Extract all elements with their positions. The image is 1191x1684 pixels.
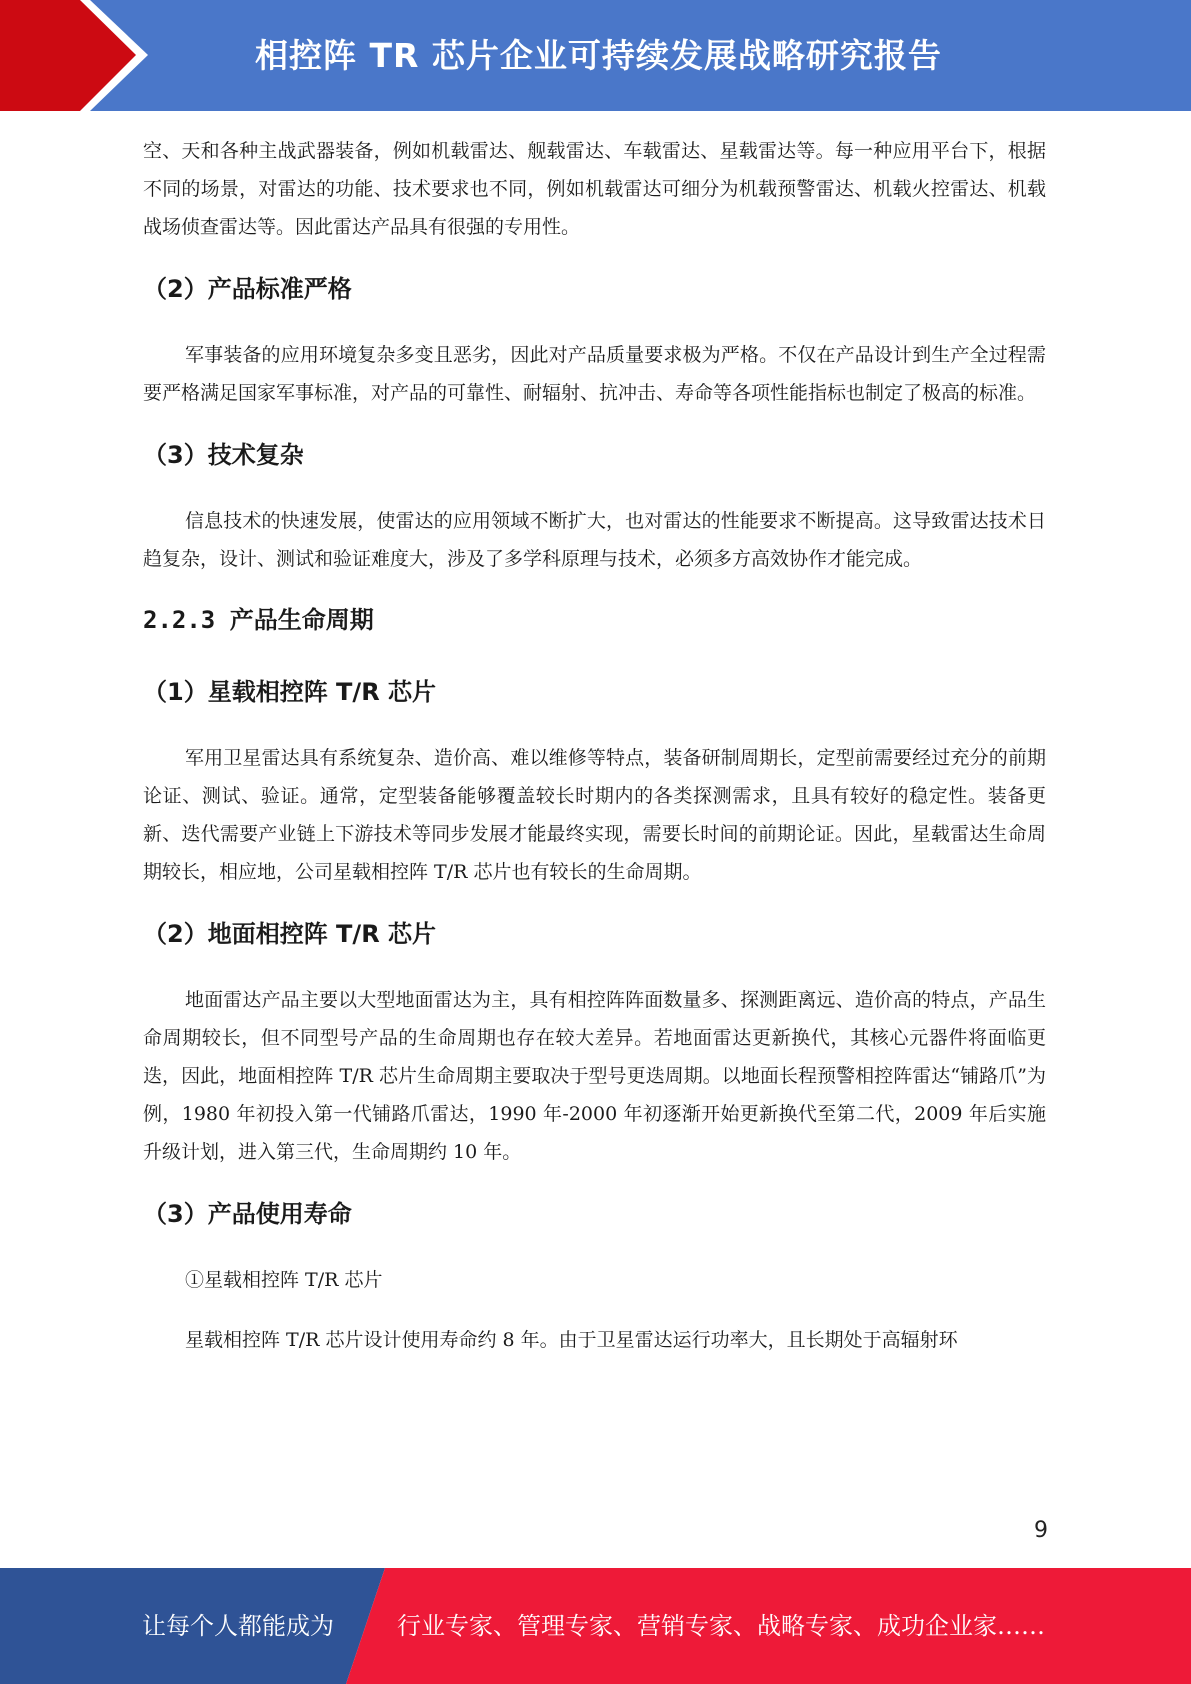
heading-technical-complexity: （3）技术复杂 bbox=[143, 441, 304, 469]
footer-slogan-left: 让每个人都能成为 bbox=[142, 1612, 334, 1640]
paragraph-standards: 军事装备的应用环境复杂多变且恶劣，因此对产品质量要求极为严格。不仅在产品设计到生产全过程需要严格满足国家军事标准，对产品的可靠性、耐辐射、抗冲击、寿命等各项性能指标也制定了极高的标准。 bbox=[143, 344, 1046, 404]
paragraph-ground-lifecycle: 地面雷达产品主要以大型地面雷达为主，具有相控阵阵面数量多、探测距离远、造价高的特点，产品生命周期较长，但不同型号产品的生命周期也存在较大差异。若地面雷达更新换代，其核心元器件将面临更迭，因此，地面相控阵 T/R 芯片生命周期主要取决于型号更迭周期。以地面长程预警相控阵雷达“铺路爪”为例，1980 年初投入第一代铺路爪雷达，1990 年-2000 年初逐渐开始更新换代至第二代，2009 年后实施升级计划，进入第三代，生命周期约 10 年。 bbox=[143, 989, 1046, 1163]
header-title: 相控阵 TR 芯片企业可持续发展战略研究报告 bbox=[255, 36, 942, 75]
heading-product-standards: （2）产品标准严格 bbox=[143, 275, 352, 303]
paragraph-technology: 信息技术的快速发展，使雷达的应用领域不断扩大，也对雷达的性能要求不断提高。这导致雷达技术日趋复杂，设计、测试和验证难度大，涉及了多学科原理与技术，必须多方高效协作才能完成。 bbox=[143, 510, 1046, 570]
paragraph-platforms: 空、天和各种主战武器装备，例如机载雷达、舰载雷达、车载雷达、星载雷达等。每一种应用平台下，根据不同的场景，对雷达的功能、技术要求也不同，例如机载雷达可细分为机载预警雷达、机载火控雷达、机载战场侦查雷达等。因此雷达产品具有很强的专用性。 bbox=[143, 140, 1046, 238]
page-header bbox=[0, 0, 1191, 111]
footer-slogan-right: 行业专家、管理专家、营销专家、战略专家、成功企业家…… bbox=[397, 1612, 1045, 1640]
heading-satellite-tr-chip: （1）星载相控阵 T/R 芯片 bbox=[143, 678, 437, 706]
section-heading-lifecycle: 2.2.3 产品生命周期 bbox=[143, 606, 374, 634]
sub-item-satellite-chip: ①星载相控阵 T/R 芯片 bbox=[185, 1269, 383, 1291]
page-footer bbox=[0, 1568, 1191, 1684]
paragraph-satellite-service-life: 星载相控阵 T/R 芯片设计使用寿命约 8 年。由于卫星雷达运行功率大，且长期处于高辐射环 bbox=[185, 1329, 958, 1351]
heading-service-life: （3）产品使用寿命 bbox=[143, 1200, 352, 1228]
header-arrow-decoration bbox=[0, 0, 160, 111]
page-number: 9 bbox=[1034, 1518, 1048, 1543]
document-body bbox=[143, 132, 1046, 1359]
heading-ground-tr-chip: （2）地面相控阵 T/R 芯片 bbox=[143, 920, 437, 948]
paragraph-satellite-lifecycle: 军用卫星雷达具有系统复杂、造价高、难以维修等特点，装备研制周期长，定型前需要经过充分的前期论证、测试、验证。通常，定型装备能够覆盖较长时期内的各类探测需求，且具有较好的稳定性。装备更新、迭代需要产业链上下游技术等同步发展才能最终实现，需要长时间的前期论证。因此，星载雷达生命周期较长，相应地，公司星载相控阵 T/R 芯片也有较长的生命周期。 bbox=[143, 747, 1046, 883]
